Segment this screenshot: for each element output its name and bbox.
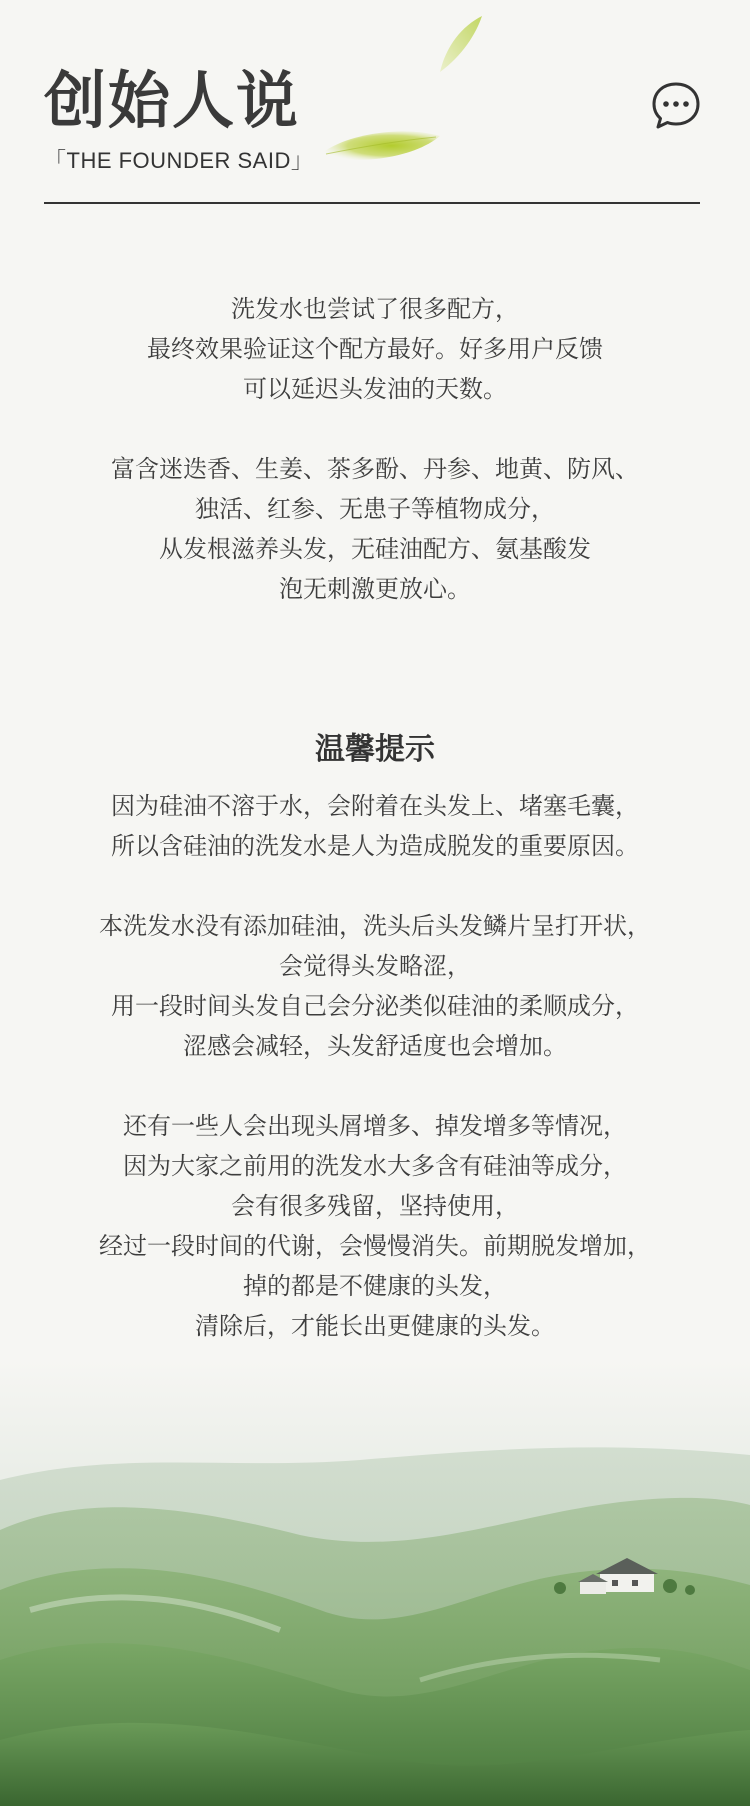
leaf-icon: [436, 12, 486, 76]
text-line: 会有很多残留，坚持使用，: [231, 1192, 519, 1220]
text-line: 从发根滋养头发，无硅油配方、氨基酸发: [159, 535, 591, 563]
text-line: 因为硅油不溶于水，会附着在头发上、堵塞毛囊，: [111, 792, 639, 820]
text-line: 最终效果验证这个配方最好。好多用户反馈: [147, 335, 603, 363]
text-line: 掉的都是不健康的头发，: [243, 1272, 507, 1300]
page-header: [44, 64, 700, 175]
text-line: 还有一些人会出现头屑增多、掉发增多等情况，: [123, 1112, 627, 1140]
text-line: 可以延迟头发油的天数。: [243, 375, 507, 403]
text-line: 泡无刺激更放心。: [279, 575, 471, 603]
tips-paragraph: [40, 906, 710, 1066]
text-line: 洗发水也尝试了很多配方，: [231, 295, 519, 323]
text-line: 清除后，才能长出更健康的头发。: [195, 1312, 555, 1340]
text-line: 会觉得头发略涩，: [279, 952, 471, 980]
text-line: 因为大家之前用的洗发水大多含有硅油等成分，: [123, 1152, 627, 1180]
hills-landscape-image: [0, 1360, 750, 1806]
tips-paragraph: [40, 786, 710, 866]
intro-section: [40, 289, 710, 609]
intro-paragraph: [40, 449, 710, 609]
chat-bubble-icon[interactable]: [650, 80, 702, 132]
intro-paragraph: [40, 289, 710, 409]
page-subtitle: 「THE FOUNDER SAID」: [44, 148, 314, 173]
tips-heading: 温馨提示: [315, 732, 435, 767]
text-line: 经过一段时间的代谢，会慢慢消失。前期脱发增加，: [99, 1232, 651, 1260]
text-line: 独活、红参、无患子等植物成分，: [195, 495, 555, 523]
page-title: 创始人说: [44, 64, 301, 137]
tips-paragraph: [40, 1106, 710, 1346]
text-line: 本洗发水没有添加硅油，洗头后头发鳞片呈打开状，: [99, 912, 651, 940]
text-line: 富含迷迭香、生姜、茶多酚、丹参、地黄、防风、: [111, 455, 639, 483]
text-line: 涩感会减轻，头发舒适度也会增加。: [183, 1032, 567, 1060]
header-divider: [44, 202, 700, 204]
text-line: 所以含硅油的洗发水是人为造成脱发的重要原因。: [111, 832, 639, 860]
text-line: 用一段时间头发自己会分泌类似硅油的柔顺成分，: [111, 992, 639, 1020]
